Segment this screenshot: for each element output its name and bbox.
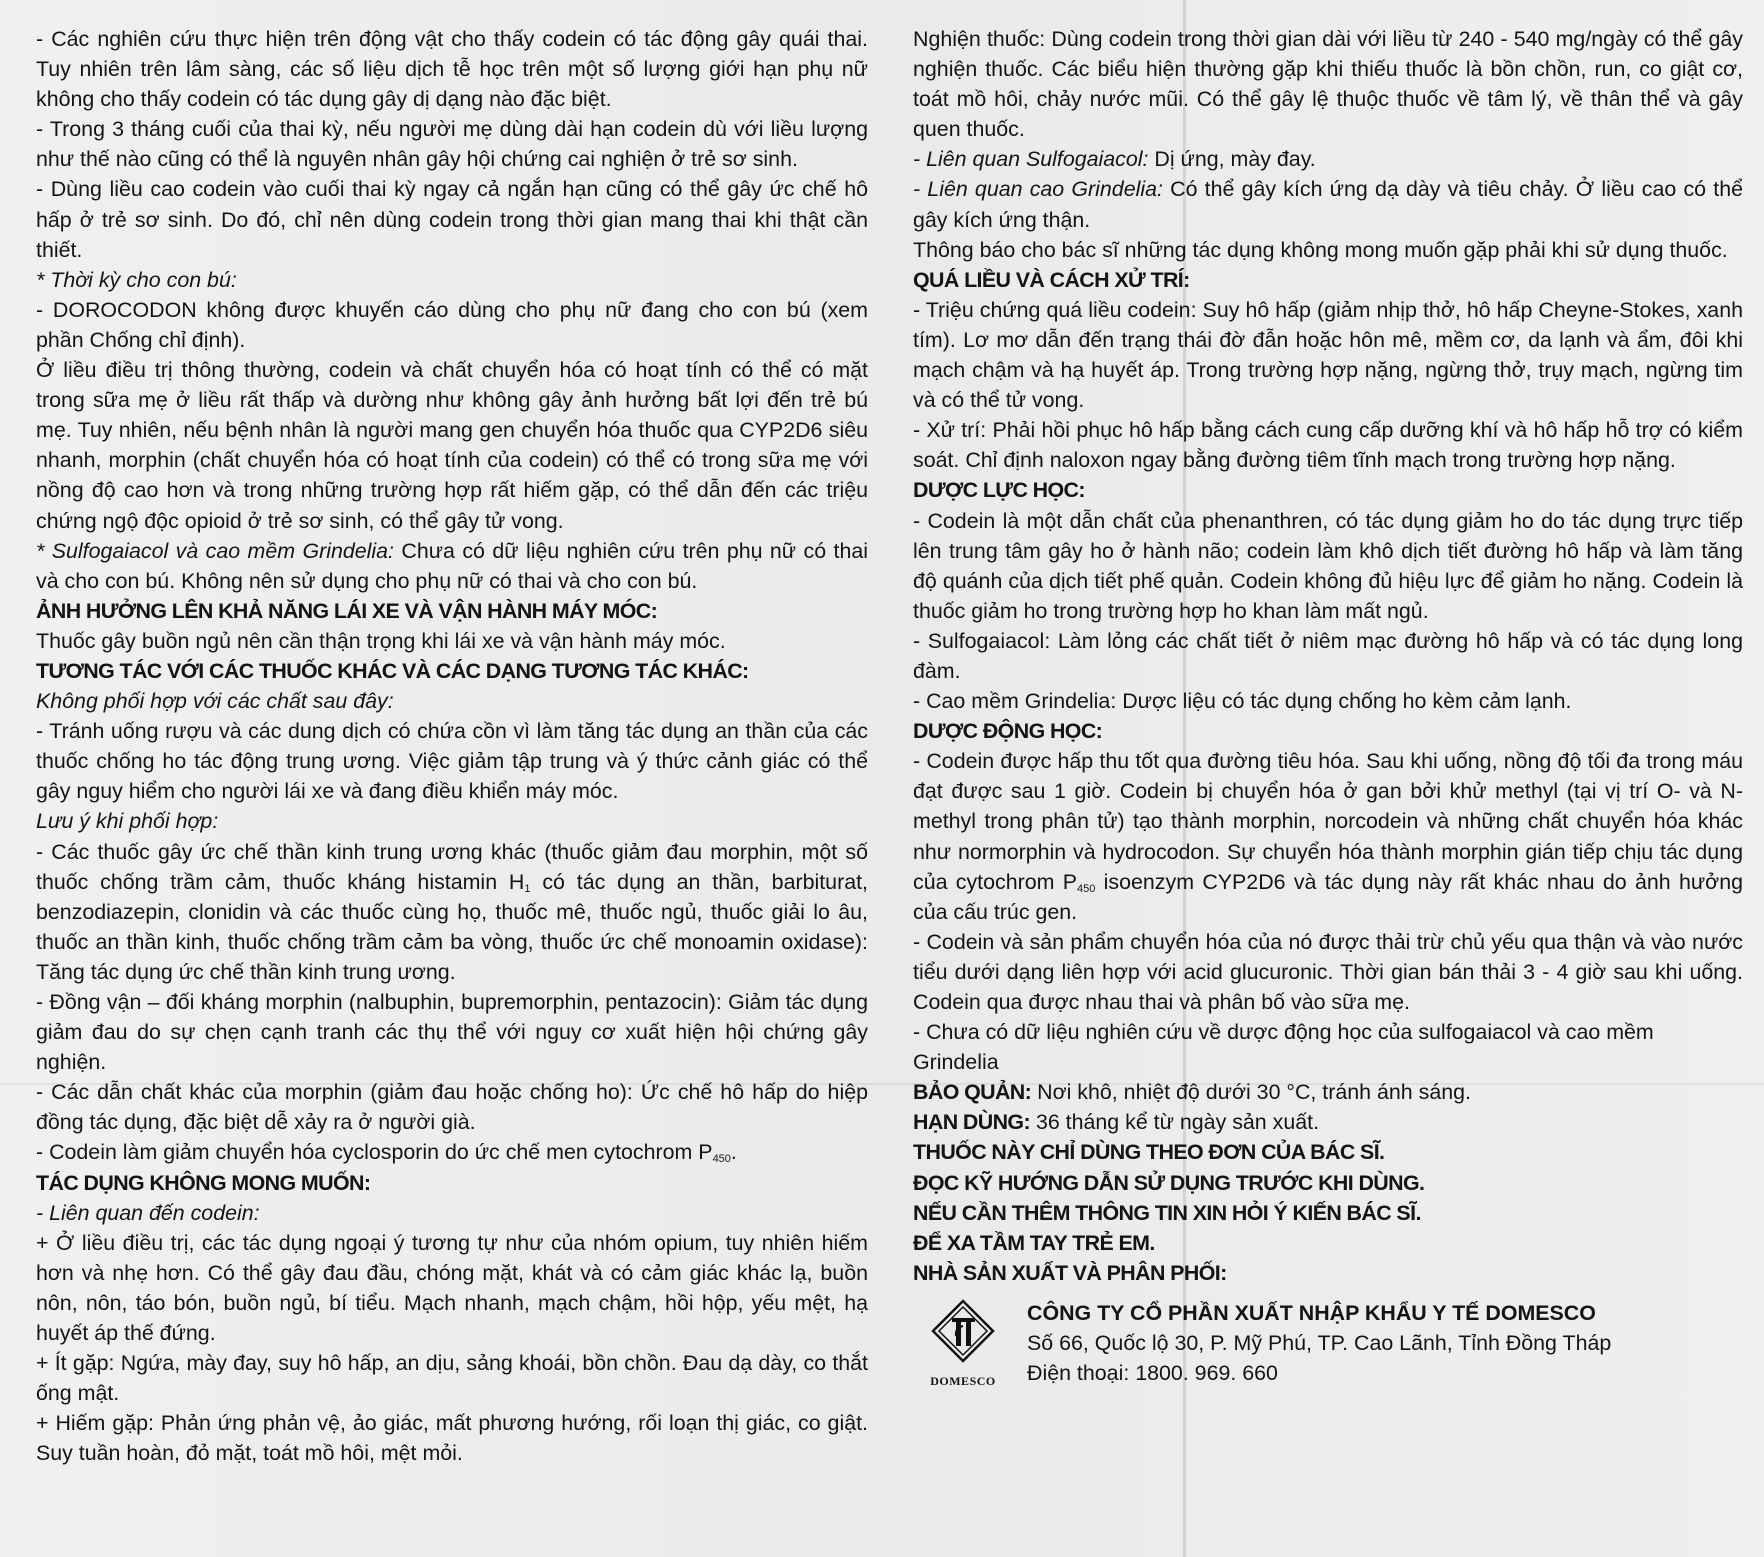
paragraph: - Chưa có dữ liệu nghiên cứu về dược động học của sulfogaiacol và cao mềm Grindelia xyxy=(913,1020,1654,1075)
inline-label: - Liên quan cao Grindelia: xyxy=(913,177,1163,202)
paragraph: Ở liều điều trị thông thường, codein và chất chuyển hóa có hoạt tính có thể có mặt trong sữa mẹ ở liều rất thấp và dường như không gây ảnh hưởng bất lợi đến trẻ bú mẹ. Tuy nhiên, nếu bệnh nhân là người mang gen chuyển hóa thuốc qua CYP2D6 siêu nhanh, morphin (chất chuyển hóa có hoạt tính của codein) có thể có trong sữa mẹ với nồng độ cao hơn và trong những trường hợp rất hiếm gặp, có thể dẫn đến các triệu chứng ngộ độc opioid ở trẻ sơ sinh, có thể gây tử vong. xyxy=(36,358,868,533)
warning-ask-doctor: NẾU CẦN THÊM THÔNG TIN XIN HỎI Ý KIẾN BÁC SĨ. xyxy=(913,1200,1421,1225)
paragraph: + Ít gặp: Ngứa, mày đay, suy hô hấp, an dịu, sảng khoái, bồn chồn. Đau dạ dày, co thắt ống mật. xyxy=(36,1351,868,1406)
inline-label: - Liên quan Sulfogaiacol: xyxy=(913,147,1149,172)
logo-wordmark: DOMESCO xyxy=(930,1373,996,1388)
paragraph: + Hiếm gặp: Phản ứng phản vệ, ảo giác, mất phương hướng, rối loạn thị giác, co giật. Suy tuần hoàn, đỏ mặt, toát mồ hôi, mệt mỏi. xyxy=(36,1411,868,1466)
inline-text: - Các thuốc gây ức chế thần kinh trung ương khác (thuốc giảm đau morphin, một số thuốc chống trầm cảm, thuốc kháng histamin H xyxy=(36,839,868,894)
domesco-logo xyxy=(913,1298,1013,1396)
storage-label: BẢO QUẢN: xyxy=(913,1080,1032,1105)
company-phone: Điện thoại: 1800. 969. 660 xyxy=(1027,1361,1278,1386)
inline-label: * Sulfogaiacol và cao mềm Grindelia: xyxy=(36,538,394,563)
subheading-breastfeeding: * Thời kỳ cho con bú: xyxy=(36,267,237,292)
paragraph: - Cao mềm Grindelia: Dược liệu có tác dụng chống ho kèm cảm lạnh. xyxy=(913,689,1572,714)
subheading: Không phối hợp với các chất sau đây: xyxy=(36,689,394,714)
paragraph: - Trong 3 tháng cuối của thai kỳ, nếu người mẹ dùng dài hạn codein dù với liều lượng như thế nào cũng có thể là nguyên nhân gây hội chứng cai nghiện ở trẻ sơ sinh. xyxy=(36,117,868,172)
expiry-label: HẠN DÙNG: xyxy=(913,1110,1030,1135)
paragraph xyxy=(36,837,868,987)
manufacturer-heading: NHÀ SẢN XUẤT VÀ PHÂN PHỐI: xyxy=(913,1260,1227,1285)
paragraph: - Các nghiên cứu thực hiện trên động vật cho thấy codein có tác động gây quái thai. Tuy nhiên trên lâm sàng, các số liệu dịch tễ học trên một số lượng giới hạn phụ nữ không cho thấy codein có tác dụng gây dị dạng nào đặc biệt. xyxy=(36,27,868,112)
subscript: 450 xyxy=(1077,882,1096,895)
storage-line xyxy=(913,1077,1743,1107)
paragraph: - Xử trí: Phải hồi phục hô hấp bằng cách cung cấp dưỡng khí và hô hấp hỗ trợ có kiểm soát. Chỉ định naloxon ngay bằng đường tiêm tĩnh mạch trong trường hợp nặng. xyxy=(913,418,1743,473)
manufacturer-block xyxy=(913,1298,1743,1396)
left-column xyxy=(36,24,868,1469)
inline-text: isoenzym CYP2D6 và tác dụng này rất khác nhau do ảnh hưởng của cấu trúc gen. xyxy=(913,869,1743,924)
paragraph xyxy=(913,746,1743,927)
paragraph: Thông báo cho bác sĩ những tác dụng không mong muốn gặp phải khi sử dụng thuốc. xyxy=(913,237,1728,262)
section-heading-interactions: TƯƠNG TÁC VỚI CÁC THUỐC KHÁC VÀ CÁC DẠNG TƯƠNG TÁC KHÁC: xyxy=(36,658,749,683)
paragraph: - Triệu chứng quá liều codein: Suy hô hấp (giảm nhịp thở, hô hấp Cheyne-Stokes, xanh tím). Lơ mơ dẫn đến trạng thái đờ đẫn hoặc hôn mê, mềm cơ, da lạnh và ẩm, đôi khi mạch chậm và hạ huyết áp. Trong trường hợp nặng, ngừng thở, trụy mạch, ngừng tim và có thể tử vong. xyxy=(913,297,1743,413)
section-heading-overdose: QUÁ LIỀU VÀ CÁCH XỬ TRÍ: xyxy=(913,267,1190,292)
subheading: Lưu ý khi phối hợp: xyxy=(36,809,219,834)
section-heading-side-effects: TÁC DỤNG KHÔNG MONG MUỐN: xyxy=(36,1170,371,1195)
paragraph xyxy=(913,174,1743,234)
inline-text: Chưa có dữ liệu nghiên cứu trên phụ nữ có thai và cho con bú. Không nên sử dụng cho phụ nữ có thai và cho con bú. xyxy=(36,538,868,593)
paragraph: - Dùng liều cao codein vào cuối thai kỳ ngay cả ngắn hạn cũng có thể gây ức chế hô hấp ở trẻ sơ sinh. Do đó, chỉ nên dùng codein trong thời gian mang thai khi thật cần thiết. xyxy=(36,177,868,262)
paragraph: - Codein và sản phẩm chuyển hóa của nó được thải trừ chủ yếu qua thận và vào nước tiểu dưới dạng liên hợp với acid glucuronic. Thời gian bán thải 3 - 4 giờ sau khi uống. Codein qua được nhau thai và phân bố vào sữa mẹ. xyxy=(913,929,1743,1014)
paragraph xyxy=(36,536,868,596)
company-name: CÔNG TY CỔ PHẦN XUẤT NHẬP KHẨU Y TẾ DOMESCO xyxy=(1027,1300,1596,1325)
inline-text: . xyxy=(730,1140,737,1165)
inline-text: Dị ứng, mày đay. xyxy=(1148,147,1316,172)
paragraph xyxy=(36,1137,868,1167)
paragraph: Nghiện thuốc: Dùng codein trong thời gian dài với liều từ 240 - 540 mg/ngày có thể gây nghiện thuốc. Các biểu hiện thường gặp khi thiếu thuốc là bồn chồn, run, co giật cơ, toát mồ hôi, chảy nước mũi. Có thể gây lệ thuộc thuốc về tâm lý, về thân thể và gây quen thuốc. xyxy=(913,27,1743,142)
warning-prescription: THUỐC NÀY CHỈ DÙNG THEO ĐƠN CỦA BÁC SĨ. xyxy=(913,1140,1385,1165)
warning-children: ĐỂ XA TẦM TAY TRẺ EM. xyxy=(913,1230,1155,1255)
company-info xyxy=(1027,1298,1743,1388)
right-column xyxy=(913,24,1743,1396)
section-heading-driving: ẢNH HƯỞNG LÊN KHẢ NĂNG LÁI XE VÀ VẬN HÀNH MÁY MÓC: xyxy=(36,598,658,623)
inline-text: Có thể gây kích ứng dạ dày và tiêu chảy. Ở liều cao có thể gây kích ứng thận. xyxy=(913,177,1743,232)
paragraph: - Sulfogaiacol: Làm lỏng các chất tiết ở niêm mạc đường hô hấp và có tác dụng long đàm. xyxy=(913,628,1743,683)
company-address: Số 66, Quốc lộ 30, P. Mỹ Phú, TP. Cao Lãnh, Tỉnh Đồng Tháp xyxy=(1027,1331,1612,1356)
paragraph: - Các dẫn chất khác của morphin (giảm đau hoặc chống ho): Ức chế hô hấp do hiệp đồng tác dụng, đặc biệt dễ xảy ra ở người già. xyxy=(36,1080,868,1135)
warning-read-instructions: ĐỌC KỸ HƯỚNG DẪN SỬ DỤNG TRƯỚC KHI DÙNG. xyxy=(913,1170,1425,1195)
expiry-text: 36 tháng kể từ ngày sản xuất. xyxy=(1030,1110,1320,1135)
section-heading-pharmacokinetics: DƯỢC ĐỘNG HỌC: xyxy=(913,719,1103,744)
paragraph: - Codein là một dẫn chất của phenanthren, có tác dụng giảm ho do tác dụng trực tiếp lên trung tâm gây ho ở hành não; codein làm khô dịch tiết đường hô hấp và làm tăng độ quánh của dịch tiết phế quản. Codein không đủ hiệu lực để giảm ho nặng. Codein là thuốc giảm ho trong trường hợp ho khan làm mất ngủ. xyxy=(913,508,1743,623)
inline-text: có tác dụng an thần, barbiturat, benzodiazepin, clonidin và các thuốc cùng họ, thuốc mê, thuốc ngủ, thuốc giải lo âu, thuốc an thần kinh, thuốc chống trầm cảm ba vòng, thuốc ức chế monoamin oxidase): Tăng tác dụng ức chế thần kinh trung ương. xyxy=(36,869,868,984)
subheading: - Liên quan đến codein: xyxy=(36,1200,260,1225)
paragraph: - Đồng vận – đối kháng morphin (nalbuphin, bupremorphin, pentazocin): Giảm tác dụng giảm đau do sự chẹn cạnh tranh các thụ thể với nguy cơ xuất hiện hội chứng gây nghiện. xyxy=(36,990,868,1075)
inline-text: - Codein làm giảm chuyển hóa cyclosporin do ức chế men cytochrom P xyxy=(36,1140,713,1165)
section-heading-pharmacodynamics: DƯỢC LỰC HỌC: xyxy=(913,478,1085,503)
paragraph: Thuốc gây buồn ngủ nên cần thận trọng khi lái xe và vận hành máy móc. xyxy=(36,628,726,653)
subscript: 450 xyxy=(712,1153,731,1166)
paragraph xyxy=(913,144,1743,174)
expiry-line xyxy=(913,1107,1743,1137)
inline-text: - Codein được hấp thu tốt qua đường tiêu hóa. Sau khi uống, nồng độ tối đa trong máu đạt được sau 1 giờ. Codein bị chuyển hóa ở gan bởi khử methyl (tại vị trí O- và N-methyl trong phân tử) tạo thành morphin, norcodein và những chất chuyển hóa khác như normorphin và hydrocodon. Sự chuyển hóa thành morphin gián tiếp chịu tác dụng của cytochrom P xyxy=(913,749,1743,894)
subscript: 1 xyxy=(524,882,531,895)
paragraph: - DOROCODON không được khuyến cáo dùng cho phụ nữ đang cho con bú (xem phần Chống chỉ định). xyxy=(36,297,868,352)
domesco-logo-icon xyxy=(930,1298,996,1364)
paragraph: - Tránh uống rượu và các dung dịch có chứa cồn vì làm tăng tác dụng an thần của các thuốc chống ho tác động trung ương. Việc giảm tập trung và ý thức cảnh giác có thể gây nguy hiểm cho người lái xe và đang điều khiển máy móc. xyxy=(36,719,868,804)
storage-text: Nơi khô, nhiệt độ dưới 30 °C, tránh ánh sáng. xyxy=(1031,1080,1471,1105)
paragraph: + Ở liều điều trị, các tác dụng ngoại ý tương tự như của nhóm opium, tuy nhiên hiếm hơn và nhẹ hơn. Có thể gây đau đầu, chóng mặt, khát và có cảm giác khác lạ, buồn nôn, nôn, táo bón, buồn ngủ, bí tiểu. Mạch nhanh, mạch chậm, hồi hộp, yếu mệt, hạ huyết áp thế đứng. xyxy=(36,1230,868,1346)
